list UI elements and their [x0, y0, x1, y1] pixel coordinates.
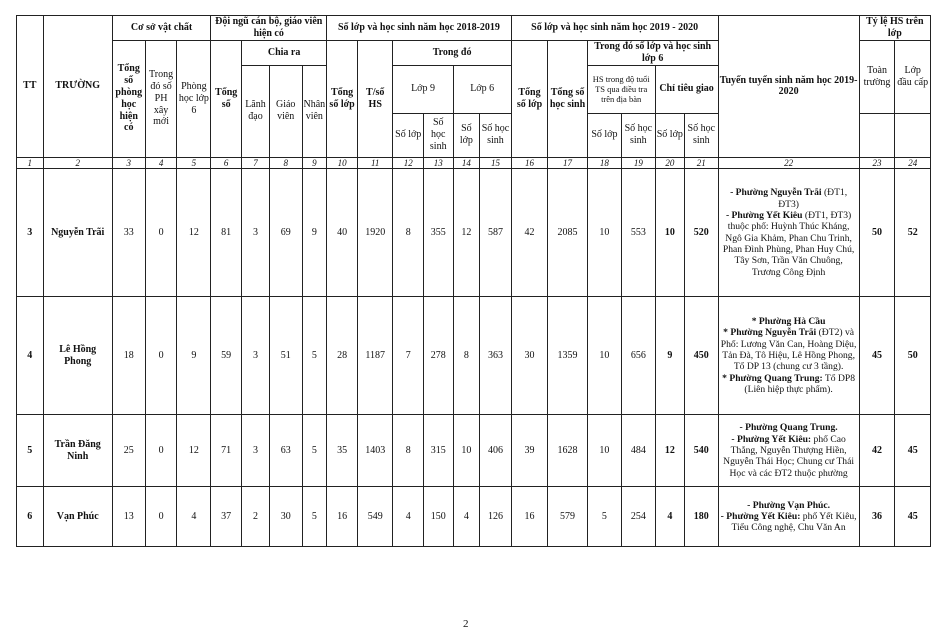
header-tong-so-lop-2019: Tổng số lớp [511, 41, 548, 158]
row-number: 4 [17, 297, 44, 415]
area-ward: - Phường Quang Trung. [739, 422, 838, 434]
column-number: 19 [622, 157, 655, 169]
header-truong: TRƯỜNG [43, 16, 112, 158]
table-cell: 1187 [357, 297, 393, 415]
column-number: 2 [43, 157, 112, 169]
table-cell: 51 [269, 297, 302, 415]
table-cell: 9 [655, 297, 685, 415]
table-cell: 81 [211, 169, 242, 297]
column-number: 20 [655, 157, 685, 169]
area-item [720, 500, 858, 511]
table-cell: 4 [453, 487, 480, 547]
table-cell: 1920 [357, 169, 393, 297]
header-lop9: Lớp 9 [393, 65, 453, 113]
table-cell: 13 [112, 487, 145, 547]
row-number: 6 [17, 487, 44, 547]
area-item [720, 434, 858, 479]
table-cell: 5 [587, 487, 621, 547]
area-detail: phố Cao Thắng, Nguyễn Thượng Hiền, Nguyễn Thái Học; Chung cư Thái Học và các ĐT2 thuộc phường [723, 433, 855, 479]
column-number: 5 [177, 157, 211, 169]
table-cell: 12 [177, 415, 211, 487]
column-number: 23 [859, 157, 895, 169]
table-cell: 3 [242, 415, 270, 487]
column-number: 24 [895, 157, 931, 169]
table-cell: 5 [302, 297, 327, 415]
table-cell: 50 [895, 297, 931, 415]
table-cell: 50 [859, 169, 895, 297]
column-number: 15 [480, 157, 512, 169]
table-cell: 69 [269, 169, 302, 297]
column-number: 11 [357, 157, 393, 169]
area-detail: Tổ DP8 (Liên hiệp thực phẩm). [744, 372, 856, 395]
area-ward: - Phường Vạn Phúc. [747, 499, 831, 511]
table-cell: 7 [393, 297, 423, 415]
table-cell: 8 [393, 169, 423, 297]
area-detail: (ĐT2) và Phố: Lương Văn Can, Hoàng Diệu, Tản Đà, Tô Hiệu, Lê Hồng Phong, Tổ DP 13 (chung cư 3 tầng). [720, 327, 857, 373]
header-nam-2018: Số lớp và học sinh năm học 2018-2019 [327, 16, 512, 41]
column-number: 18 [587, 157, 621, 169]
page-number: 2 [463, 618, 469, 630]
header-lop6: Lớp 6 [453, 65, 511, 113]
header-hs-dieu-tra: HS trong độ tuổi TS qua điều tra trên địa bàn [587, 65, 655, 113]
area-item [720, 210, 858, 278]
table-cell: 28 [327, 297, 358, 415]
header-phong-hoc-lop6: Phòng học lớp 6 [177, 41, 211, 158]
header-so-hoc-sinh: Số học sinh [685, 113, 718, 157]
table-cell: 656 [622, 297, 655, 415]
table-row [17, 487, 931, 547]
header-tong-so-hoc-sinh: Tổng số học sinh [548, 41, 587, 158]
table-cell: 10 [587, 297, 621, 415]
table-cell: 315 [423, 415, 453, 487]
header-tong-so-lop-2018: Tổng số lớp [327, 41, 358, 158]
column-number: 12 [393, 157, 423, 169]
table-cell: 0 [145, 169, 177, 297]
table-cell: 553 [622, 169, 655, 297]
school-name: Lê Hồng Phong [43, 297, 112, 415]
table-cell: 18 [112, 297, 145, 415]
table-cell: 42 [511, 169, 548, 297]
table-cell: 30 [511, 297, 548, 415]
table-cell: 150 [423, 487, 453, 547]
header-so-hoc-sinh: Số học sinh [423, 113, 453, 157]
table-cell: 63 [269, 415, 302, 487]
table-cell: 3 [242, 169, 270, 297]
table-cell: 30 [269, 487, 302, 547]
table-cell: 355 [423, 169, 453, 297]
table-cell: 1359 [548, 297, 587, 415]
area-ward: - Phường Yết Kiêu: [720, 511, 801, 523]
header-nhan-vien: Nhân viên [302, 65, 327, 157]
header-trong-do-ph: Trong đó số PH xây mới [145, 41, 177, 158]
header-trong-do-lop6: Trong đó số lớp và học sinh lớp 6 [587, 41, 718, 66]
column-number: 1 [17, 157, 44, 169]
header-tong-so-phong: Tổng số phòng học hiện có [112, 41, 145, 158]
table-cell: 45 [859, 297, 895, 415]
area-item [720, 316, 858, 327]
table-cell: 9 [302, 169, 327, 297]
header-empty-cell [895, 113, 931, 157]
table-cell: 37 [211, 487, 242, 547]
table-cell: 0 [145, 415, 177, 487]
table-cell: 180 [685, 487, 718, 547]
column-number: 21 [685, 157, 718, 169]
column-number: 22 [718, 157, 859, 169]
area-item [720, 511, 858, 534]
table-cell: 2 [242, 487, 270, 547]
header-lanh-dao: Lãnh đạo [242, 65, 270, 157]
table-cell: 1403 [357, 415, 393, 487]
table-cell: 45 [895, 415, 931, 487]
header-so-hoc-sinh: Số học sinh [622, 113, 655, 157]
table-cell: 4 [393, 487, 423, 547]
table-cell: 0 [145, 487, 177, 547]
area-detail: (ĐT1, ĐT3) [778, 187, 848, 210]
header-so-hoc-sinh: Số học sinh [480, 113, 512, 157]
header-trong-do: Trong đó [393, 41, 511, 66]
area-ward: - Phường Nguyễn Trãi [730, 187, 822, 199]
enrollment-area [718, 169, 859, 297]
area-item [720, 373, 858, 396]
header-so-lop: Số lớp [655, 113, 685, 157]
column-number: 4 [145, 157, 177, 169]
column-number: 9 [302, 157, 327, 169]
table-cell: 10 [453, 415, 480, 487]
header-toan-truong: Toàn trường [859, 41, 895, 114]
enrollment-area [718, 297, 859, 415]
enrollment-table [16, 15, 931, 547]
school-name: Vạn Phúc [43, 487, 112, 547]
table-cell: 10 [587, 415, 621, 487]
enrollment-area [718, 487, 859, 547]
table-cell: 5 [302, 487, 327, 547]
table-cell: 520 [685, 169, 718, 297]
table-cell: 3 [242, 297, 270, 415]
table-cell: 484 [622, 415, 655, 487]
table-cell: 33 [112, 169, 145, 297]
table-cell: 59 [211, 297, 242, 415]
enrollment-area [718, 415, 859, 487]
column-number-row [17, 157, 931, 169]
table-cell: 71 [211, 415, 242, 487]
table-cell: 10 [655, 169, 685, 297]
table-cell: 4 [177, 487, 211, 547]
table-cell: 16 [511, 487, 548, 547]
table-cell: 35 [327, 415, 358, 487]
column-number: 17 [548, 157, 587, 169]
table-cell: 549 [357, 487, 393, 547]
table-cell: 8 [453, 297, 480, 415]
header-so-lop: Số lớp [393, 113, 423, 157]
row-number: 5 [17, 415, 44, 487]
column-number: 10 [327, 157, 358, 169]
area-detail: phố Yết Kiêu, Tiểu Công nghệ, Chu Văn An [731, 511, 857, 534]
table-cell: 12 [177, 169, 211, 297]
table-cell: 0 [145, 297, 177, 415]
table-row [17, 415, 931, 487]
area-ward: - Phường Yết Kiêu: [731, 433, 812, 445]
area-ward: - Phường Yết Kiêu [725, 210, 803, 222]
table-cell: 8 [393, 415, 423, 487]
table-cell: 10 [587, 169, 621, 297]
header-ty-le: Tỷ lệ HS trên lớp [859, 16, 930, 41]
table-cell: 278 [423, 297, 453, 415]
column-number: 14 [453, 157, 480, 169]
header-chia-ra: Chia ra [242, 41, 327, 66]
area-item [720, 187, 858, 210]
table-cell: 39 [511, 415, 548, 487]
table-cell: 2085 [548, 169, 587, 297]
table-cell: 587 [480, 169, 512, 297]
school-name: Nguyễn Trãi [43, 169, 112, 297]
header-co-so-vat-chat: Cơ sở vật chất [112, 16, 210, 41]
table-cell: 4 [655, 487, 685, 547]
table-cell: 16 [327, 487, 358, 547]
header-ts-hs: T/số HS [357, 41, 393, 158]
area-ward: * Phường Nguyễn Trãi [723, 327, 817, 339]
table-cell: 45 [895, 487, 931, 547]
table-cell: 540 [685, 415, 718, 487]
column-number: 13 [423, 157, 453, 169]
area-item [720, 327, 858, 372]
school-name: Trần Đăng Ninh [43, 415, 112, 487]
table-cell: 579 [548, 487, 587, 547]
table-cell: 36 [859, 487, 895, 547]
header-chi-tieu-giao: Chỉ tiêu giao [655, 65, 718, 113]
header-so-lop: Số lớp [587, 113, 621, 157]
area-ward: * Phường Quang Trung: [722, 372, 823, 384]
table-cell: 1628 [548, 415, 587, 487]
table-cell: 12 [655, 415, 685, 487]
row-number: 3 [17, 169, 44, 297]
area-ward: * Phường Hà Cầu [751, 316, 826, 328]
header-doi-ngu: Đội ngũ cán bộ, giáo viên hiện có [211, 16, 327, 41]
table-cell: 406 [480, 415, 512, 487]
header-tuyen-sinh: Tuyển tuyển sinh năm học 2019-2020 [718, 16, 859, 158]
table-cell: 52 [895, 169, 931, 297]
table-cell: 42 [859, 415, 895, 487]
table-cell: 40 [327, 169, 358, 297]
column-number: 16 [511, 157, 548, 169]
table-row [17, 297, 931, 415]
column-number: 8 [269, 157, 302, 169]
area-detail: (ĐT1, ĐT3) thuộc phố: Huỳnh Thúc Kháng, Ngô Gia Khảm, Phan Chu Trinh, Phan Đình Phùng, Phan Huy Chú, Tây Sơn, Trần Văn Chuông, Trương Công Định [722, 210, 855, 278]
header-tt: TT [17, 16, 44, 158]
header-lop-dau-cap: Lớp đầu cấp [895, 41, 931, 114]
table-cell: 450 [685, 297, 718, 415]
area-item [720, 422, 858, 433]
table-cell: 9 [177, 297, 211, 415]
table-cell: 254 [622, 487, 655, 547]
table-cell: 363 [480, 297, 512, 415]
column-number: 3 [112, 157, 145, 169]
table-row [17, 169, 931, 297]
table-cell: 25 [112, 415, 145, 487]
table-cell: 12 [453, 169, 480, 297]
column-number: 7 [242, 157, 270, 169]
header-empty-cell [859, 113, 895, 157]
header-giao-vien: Giáo viên [269, 65, 302, 157]
header-nam-2019: Số lớp và học sinh năm học 2019 - 2020 [511, 16, 718, 41]
header-so-lop: Số lớp [453, 113, 480, 157]
table-cell: 126 [480, 487, 512, 547]
header-tong-so: Tổng số [211, 41, 242, 158]
table-cell: 5 [302, 415, 327, 487]
column-number: 6 [211, 157, 242, 169]
